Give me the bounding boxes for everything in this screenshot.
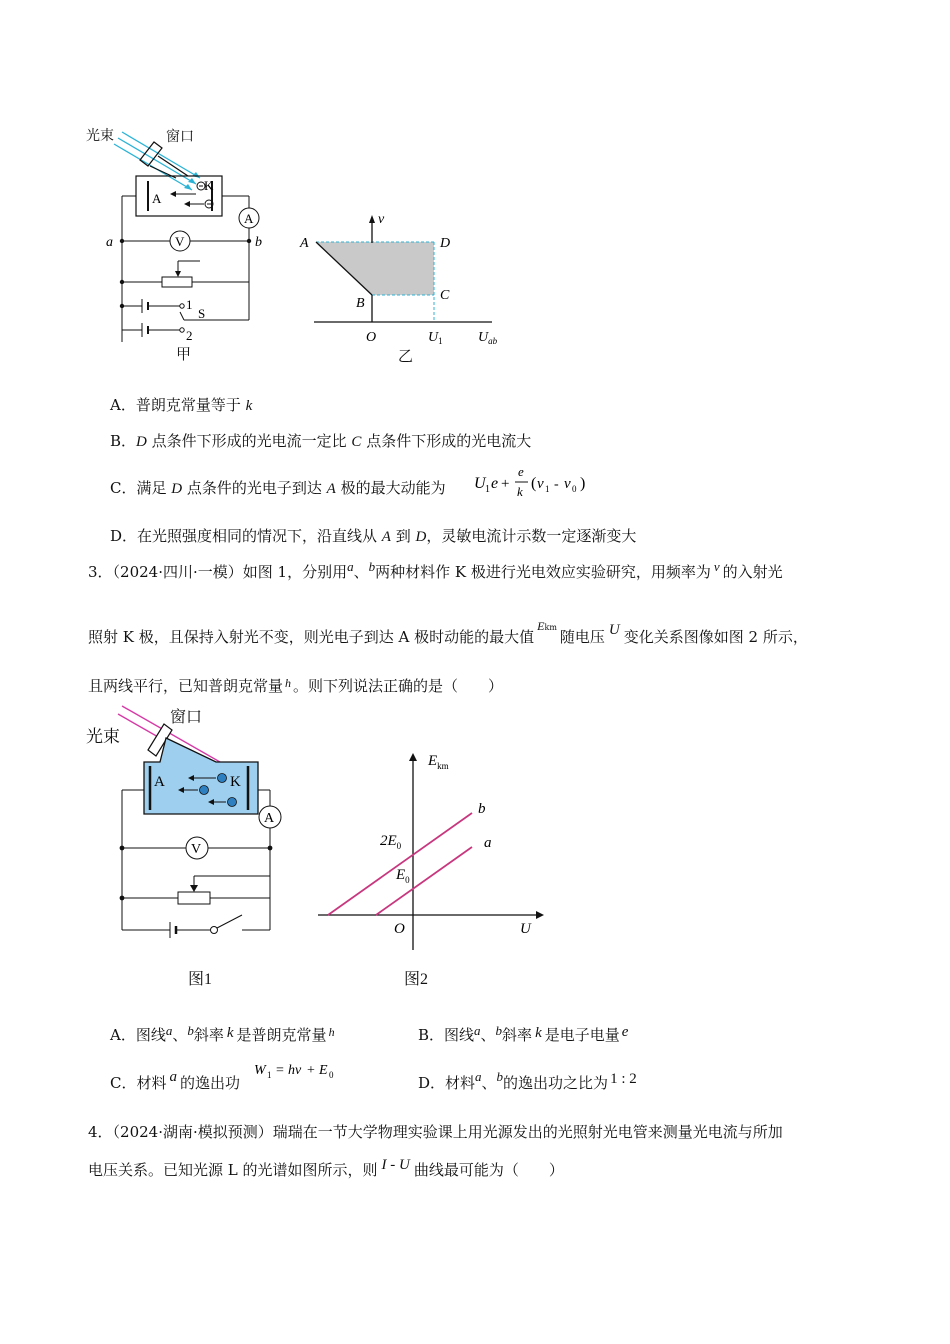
fig4-line-a-label: a (484, 835, 492, 851)
point-d-label: D (440, 236, 451, 251)
uab-label: $U_{ab}$ (478, 330, 498, 346)
fig3-k-label: K (230, 774, 241, 790)
q3-option-d: D．材料a、b的逸出功之比为 1 : 2 (418, 1069, 637, 1092)
q3-option-c: C．材料 a 的逸出功 (110, 1069, 240, 1092)
svg-text:e: e (518, 464, 524, 479)
q3-option-c-formula (252, 1056, 352, 1082)
point-b-label: B (356, 296, 365, 311)
q2-option-c-formula (470, 462, 600, 506)
figure-2-caption: 图2 (404, 971, 429, 988)
fig3-anode-label: A (154, 774, 165, 790)
svg-text:-: - (554, 477, 559, 492)
svg-text:0: 0 (572, 484, 577, 494)
figure-yi-graph (296, 205, 516, 365)
svg-text:ν: ν (564, 476, 571, 492)
figure-jia-circuit (78, 118, 278, 368)
q3-stem-line3: 且两线平行，已知普朗克常量 $^h$ 。则下列说法正确的是（ ） (88, 676, 504, 695)
svg-text:): ) (580, 475, 586, 492)
switch-pos-2: 2 (186, 328, 193, 343)
switch-pos-1: 1 (186, 297, 193, 312)
svg-text:U: U (474, 475, 486, 492)
svg-text:ν: ν (537, 476, 544, 492)
fig4-ekm-label: $E_{km}$ (428, 753, 449, 771)
switch-s-label: S (198, 306, 206, 321)
u1-label: $U_1$ (428, 330, 443, 346)
q4-stem-line2: 电压关系。已知光源 L 的光谱如图所示，则 I - U 曲线最可能为（ ） (88, 1157, 564, 1179)
svg-text:(: ( (531, 475, 537, 492)
q3-option-a: A．图线a、b斜率 k 是普朗克常量 $^h$ (110, 1023, 335, 1044)
anode-label: A (152, 191, 162, 206)
fig3-beam-label: 光束 (86, 727, 120, 747)
svg-text:W: W (254, 1063, 266, 1078)
svg-text:+: + (307, 1063, 315, 1078)
fig4-line-b-label: b (478, 801, 486, 817)
svg-text:e: e (491, 475, 499, 492)
q3-stem-line1: 3．（2024·四川·一模）如图 1，分别用a、b两种材料作 K 极进行光电效应实验研究，用频率为 ν 的入射光 (88, 559, 783, 581)
svg-text:1: 1 (267, 1070, 272, 1080)
svg-text:1: 1 (485, 484, 490, 495)
beam-label: 光束 (86, 128, 114, 144)
node-a-label: a (106, 235, 113, 250)
figure-yi-caption: 乙 (398, 347, 414, 365)
axis-nu-label: ν (378, 212, 385, 227)
svg-text:+: + (501, 476, 510, 492)
svg-text:0: 0 (329, 1070, 334, 1080)
svg-text:hν: hν (288, 1063, 302, 1078)
q2-option-a: A．普朗克常量等于 k (110, 396, 253, 414)
q2-option-c: C．满足 D 点条件的光电子到达 A 极的最大动能为 (110, 479, 446, 497)
ammeter-label: A (244, 211, 254, 226)
fig3-voltmeter-label: V (191, 842, 202, 857)
voltmeter-label: V (175, 234, 185, 249)
fig4-u-label: U (520, 921, 531, 937)
fig4-2e0-label: $2E_0$ (380, 833, 402, 851)
q3-stem-line2: 照射 K 极，且保持入射光不变，则光电子到达 A 极时动能的最大值$^{Ekm}$随电压 U 变化关系图像如图 2 所示， (88, 619, 808, 646)
figure-1-caption: 图1 (188, 971, 213, 988)
svg-text:=: = (276, 1063, 284, 1078)
fig3-window-label: 窗口 (170, 707, 203, 726)
point-a-label: A (300, 236, 309, 251)
node-b-label: b (255, 235, 262, 250)
figure-jia-caption: 甲 (176, 345, 192, 363)
svg-text:k: k (517, 484, 523, 499)
fig4-origin-label: O (394, 921, 405, 937)
q4-stem-line1: 4．（2024·湖南·模拟预测）瑞瑞在一节大学物理实验课上用光源发出的光照射光电管来测量光电流与所加 (88, 1123, 783, 1141)
k-label: K (204, 178, 214, 193)
q3-option-b: B．图线a、b斜率 k 是电子电量 e (418, 1023, 629, 1044)
fig4-e0-label: $E_0$ (396, 867, 410, 885)
q2-option-b: B．D 点条件下形成的光电流一定比 C 点条件下形成的光电流大 (110, 432, 532, 450)
figure-2-graph (310, 745, 550, 955)
svg-text:1: 1 (545, 484, 550, 494)
point-c-label: C (440, 288, 450, 303)
fig3-ammeter-label: A (264, 811, 275, 826)
window-label: 窗口 (166, 129, 194, 145)
svg-text:E: E (319, 1063, 328, 1078)
origin-label: O (366, 330, 377, 345)
q2-option-d: D．在光照强度相同的情况下，沿直线从 A 到 D，灵敏电流计示数一定逐渐变大 (110, 527, 637, 545)
